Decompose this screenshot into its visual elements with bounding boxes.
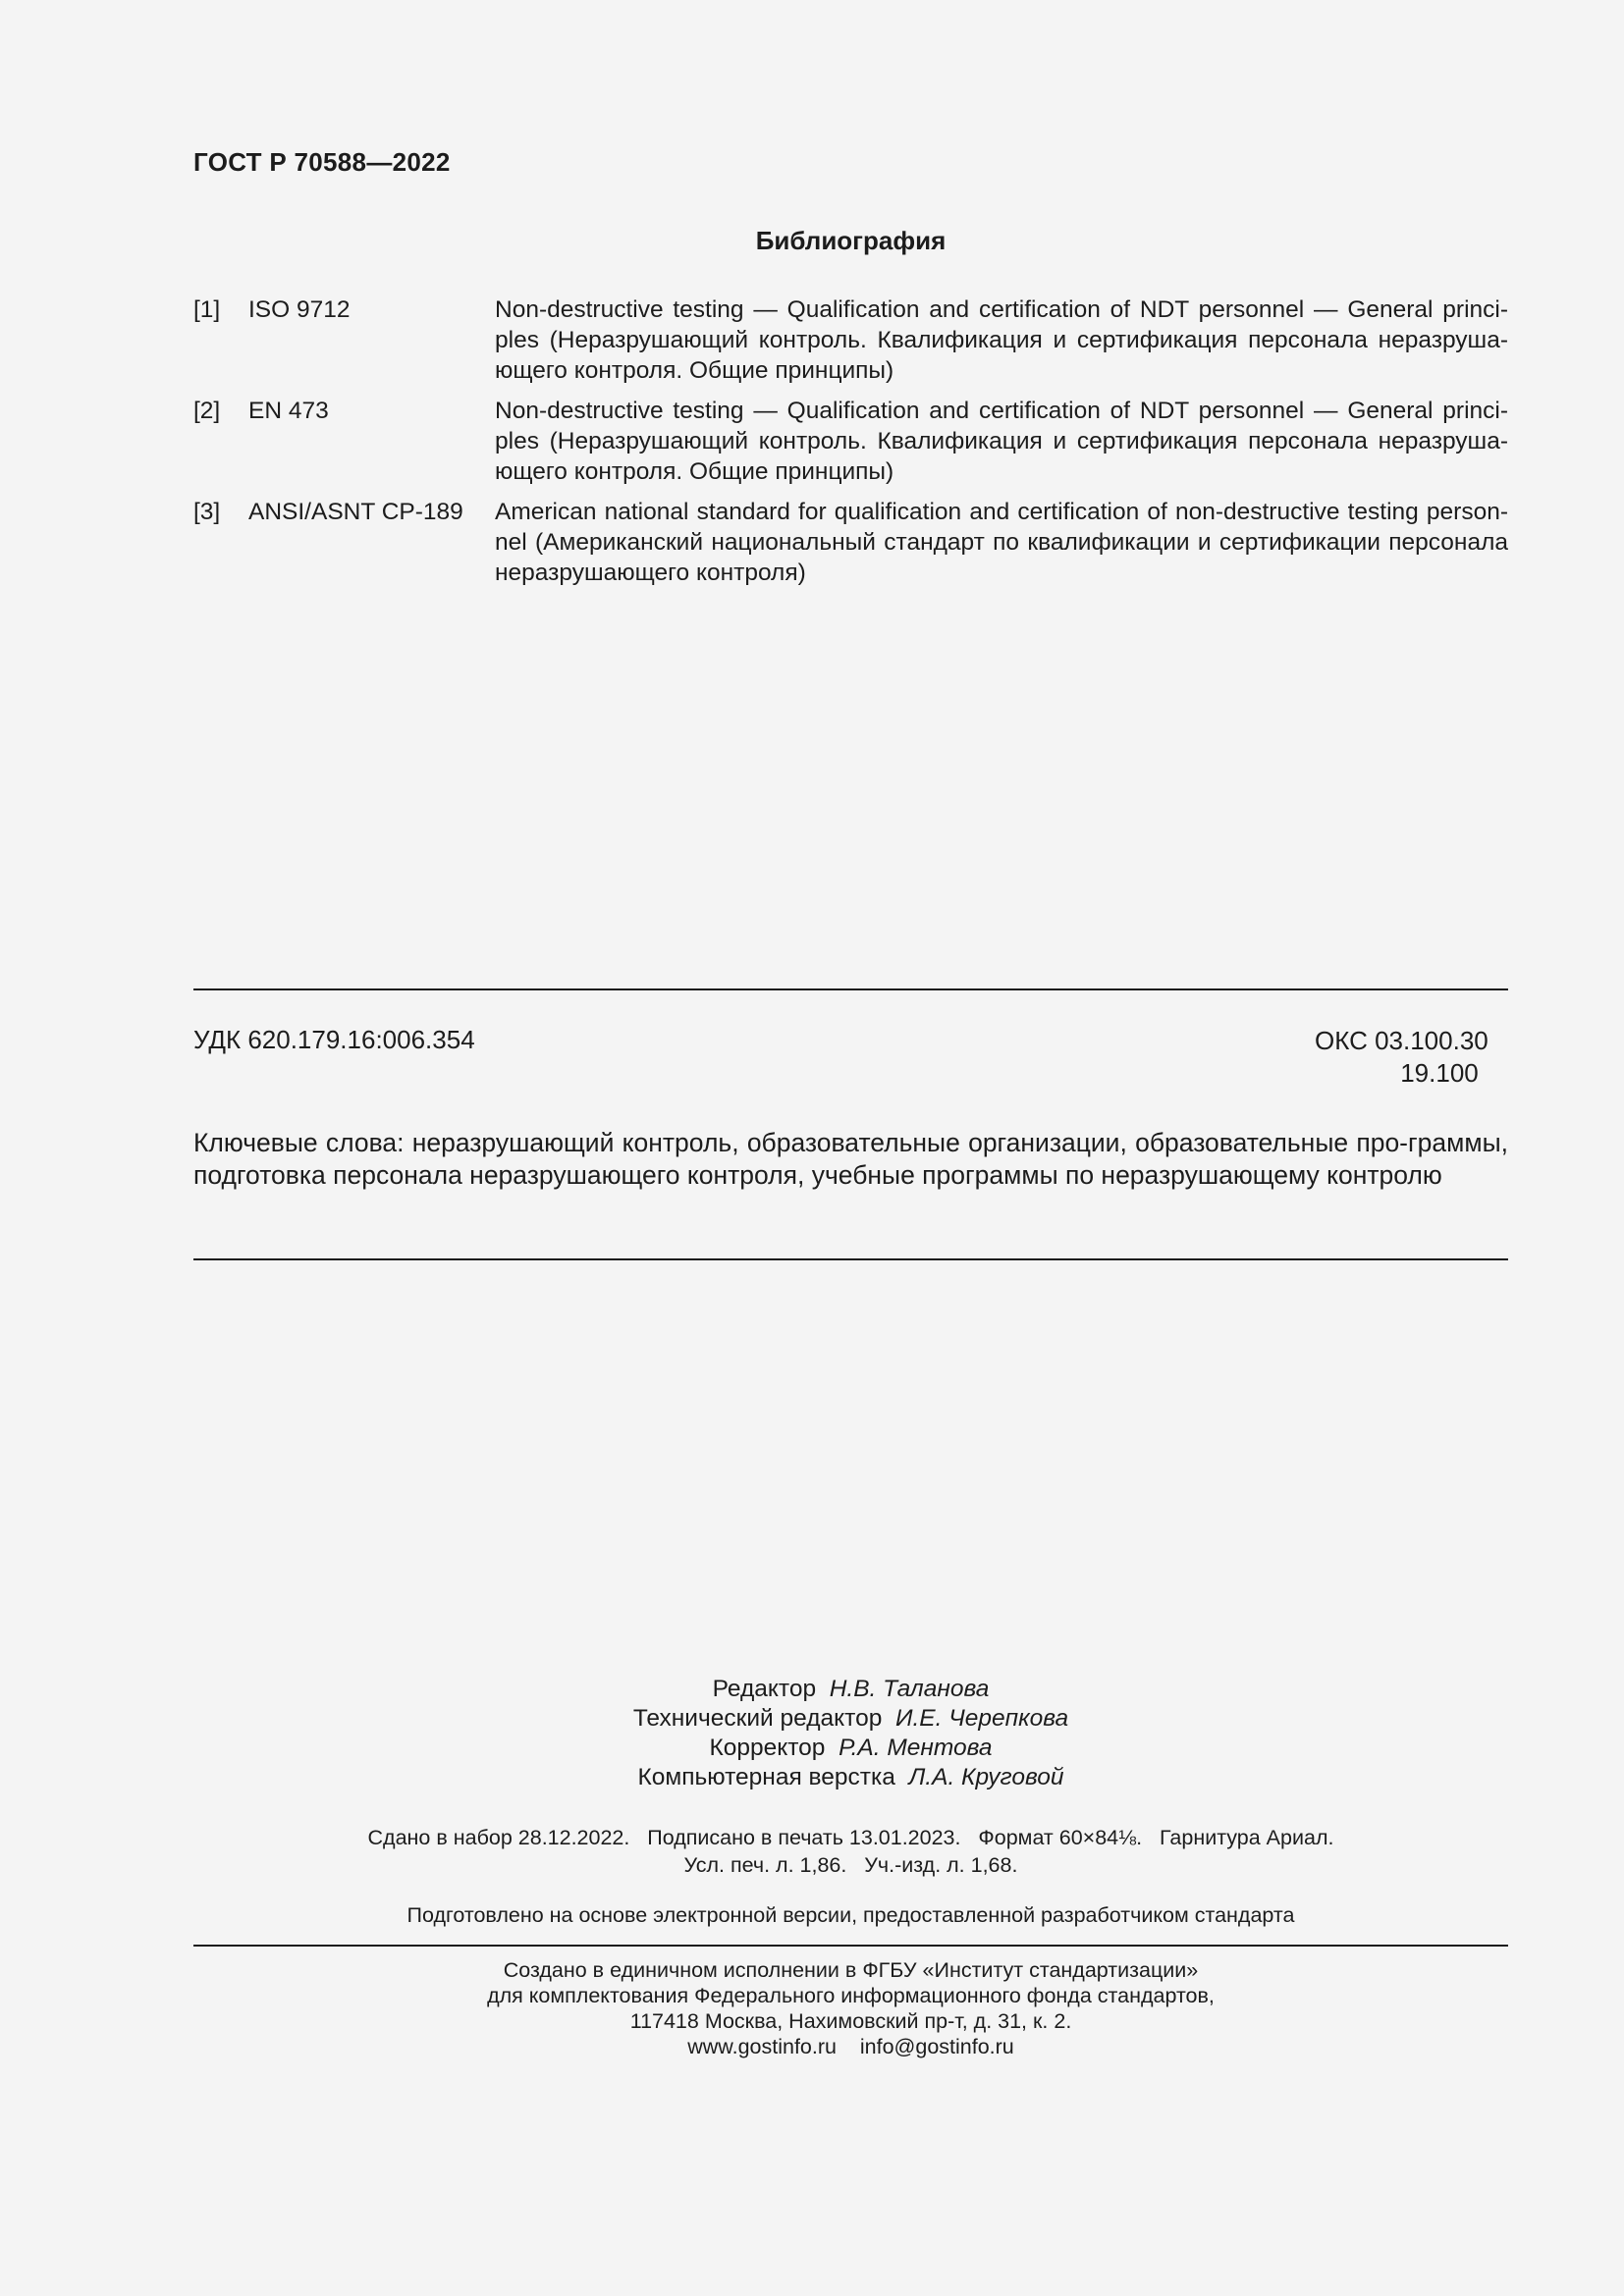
credit-name: Р.А. Ментова bbox=[839, 1735, 993, 1761]
bibliography-item-text: Non-destructive testing — Qualification and certification of NDT personnel — General princi-ples (Неразрушающий контроль. Квалификация и сертификация персонала неразруша-ющего контроля. Общие принципы) bbox=[495, 398, 1508, 485]
prepared-note: Подготовлено на основе электронной версии, предоставленной разработчиком стандарта bbox=[406, 1903, 1295, 1927]
credit-role: Компьютерная верстка bbox=[637, 1764, 895, 1790]
bibliography-item bbox=[193, 396, 1508, 487]
bibliography-list bbox=[193, 294, 1508, 598]
footer-line-2: для комплектования Федерального информационного фонда стандартов, bbox=[487, 1984, 1215, 2007]
oks-code bbox=[1315, 1025, 1489, 1090]
udk-code: УДК 620.179.16:006.354 bbox=[193, 1025, 475, 1054]
keywords-divider bbox=[193, 1258, 1508, 1260]
bibliography-item bbox=[193, 294, 1508, 386]
credit-name: Л.А. Круговой bbox=[908, 1764, 1064, 1790]
credit-tech-editor bbox=[0, 1704, 1624, 1734]
bibliography-item bbox=[193, 497, 1508, 588]
credit-editor bbox=[0, 1675, 1624, 1704]
publication-line-2: Усл. печ. л. 1,86. Уч.-изд. л. 1,68. bbox=[683, 1853, 1018, 1877]
bibliography-item-number: [2] bbox=[193, 398, 221, 424]
bibliography-item-text: Non-destructive testing — Qualification and certification of NDT personnel — General princi-ples (Неразрушающий контроль. Квалификация и сертификация персонала неразруша-ющего контроля. Общие принципы) bbox=[495, 296, 1508, 384]
bibliography-item-code: EN 473 bbox=[248, 398, 329, 424]
bibliography-title: Библиография bbox=[755, 226, 947, 255]
credit-role: Редактор bbox=[712, 1676, 817, 1702]
credit-name: И.Е. Черепкова bbox=[894, 1705, 1069, 1732]
footer-line-1: Создано в единичном исполнении в ФГБУ «Институт стандартизации» bbox=[503, 1958, 1199, 1982]
footer-line-3: 117418 Москва, Нахимовский пр-т, д. 31, к. 2. bbox=[629, 2009, 1072, 2033]
footer-divider bbox=[193, 1945, 1508, 1947]
credit-role: Технический редактор bbox=[632, 1705, 883, 1732]
publisher-footer bbox=[0, 1957, 1624, 2059]
credit-role: Корректор bbox=[709, 1735, 826, 1761]
top-divider bbox=[193, 988, 1508, 990]
credit-name: Н.В. Таланова bbox=[829, 1676, 990, 1702]
oks-line-2: 19.100 bbox=[1400, 1058, 1479, 1088]
bibliography-item-text: American national standard for qualification and certification of non-destructive testing person-nel (Американский национальный стандарт по квалификации и сертификации персонала неразрушающего контроля) bbox=[495, 499, 1508, 586]
credit-layout bbox=[0, 1763, 1624, 1792]
credits-block bbox=[0, 1675, 1624, 1792]
bibliography-item-number: [3] bbox=[193, 499, 221, 525]
publication-info bbox=[0, 1824, 1624, 1879]
publication-line-1: Сдано в набор 28.12.2022. Подписано в печать 13.01.2023. Формат 60×84⅛. Гарнитура Ариал. bbox=[367, 1826, 1334, 1849]
bibliography-item-code: ANSI/ASNT CP-189 bbox=[248, 499, 463, 525]
footer-line-4: www.gostinfo.ru info@gostinfo.ru bbox=[687, 2035, 1014, 2058]
keywords: Ключевые слова: неразрушающий контроль, образовательные организации, образовательные про-граммы, подготовка персонала неразрушающего контроля, учебные программы по неразрушающему контролю bbox=[193, 1128, 1508, 1190]
bibliography-item-number: [1] bbox=[193, 296, 221, 323]
credit-corrector bbox=[0, 1734, 1624, 1763]
oks-line-1: ОКС 03.100.30 bbox=[1315, 1026, 1489, 1055]
document-code: ГОСТ Р 70588—2022 bbox=[193, 147, 451, 177]
bibliography-item-code: ISO 9712 bbox=[248, 296, 351, 323]
